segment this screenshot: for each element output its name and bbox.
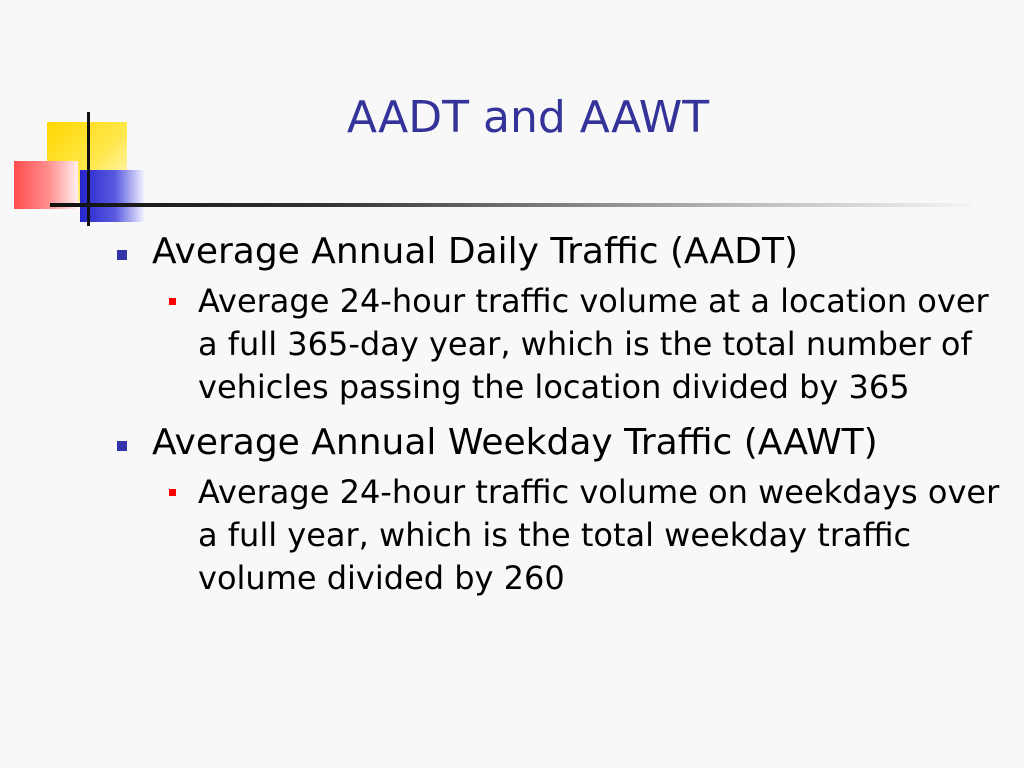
slide-body	[112, 230, 1002, 612]
bullet-text: Average Annual Daily Traffic (AADT)	[152, 231, 799, 272]
square-bullet-icon	[117, 441, 127, 451]
slide-title: AADT and AAWT	[346, 92, 710, 143]
bullet-item	[112, 421, 1002, 465]
sub-bullet-text: Average 24-hour traffic volume at a location over a full 365-day year, which is the total number of vehicles passing the location divided by 365	[198, 282, 989, 406]
red-square-decoration	[14, 161, 78, 209]
square-bullet-icon	[169, 298, 176, 305]
sub-bullet-text: Average 24-hour traffic volume on weekdays over a full year, which is the total weekday traffic volume divided by 260	[198, 473, 1000, 597]
sub-bullet-item	[112, 471, 1002, 600]
bullet-text: Average Annual Weekday Traffic (AAWT)	[152, 422, 878, 463]
sub-bullet-item	[112, 280, 1002, 409]
square-bullet-icon	[117, 250, 127, 260]
square-bullet-icon	[169, 489, 176, 496]
bullet-item	[112, 230, 1002, 274]
vertical-rule	[87, 112, 90, 226]
title-underline-rule	[50, 203, 972, 207]
